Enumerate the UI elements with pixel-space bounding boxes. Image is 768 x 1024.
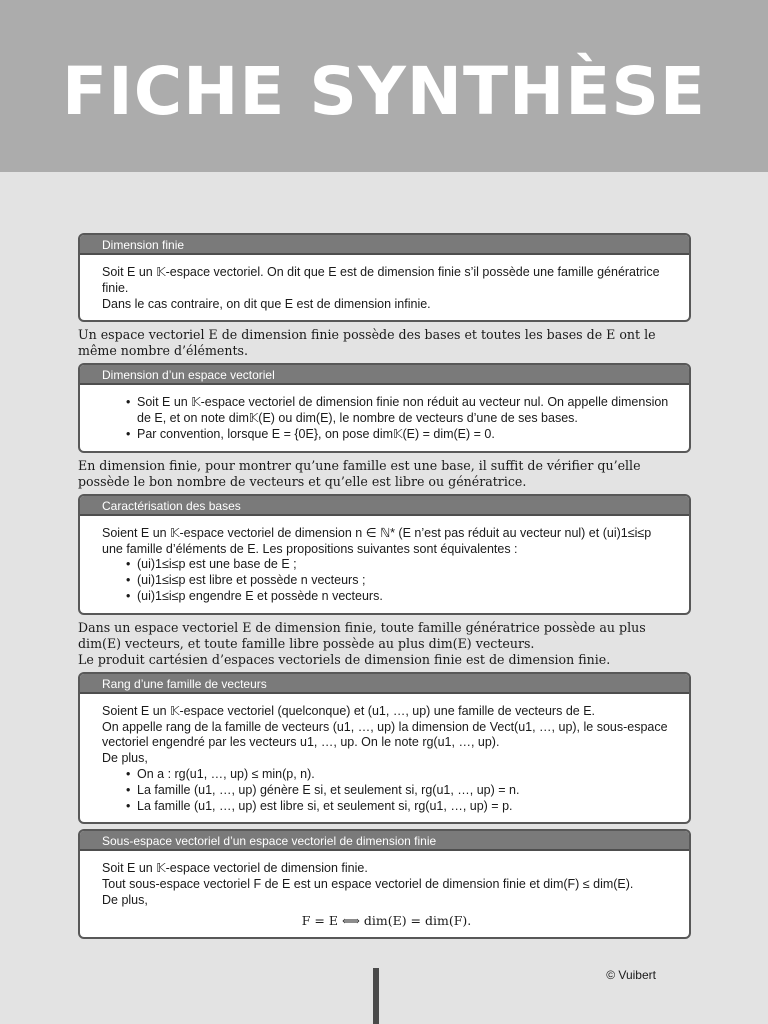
box-line: De plus,: [102, 751, 148, 766]
definition-box-dimension: [78, 363, 691, 452]
box-body: [80, 851, 689, 936]
paragraph-text: Le produit cartésien d’espaces vectoriels de dimension finie est de dimension finie.: [78, 651, 611, 667]
list-item: • (ui)1≤i≤p engendre E et possède n vecteurs.: [122, 589, 671, 605]
paragraph-text: Dans un espace vectoriel E de dimension finie, toute famille génératrice possède au plus dim(E) vecteurs, et toute famille libre possède au plus dim(E) vecteurs.: [78, 619, 646, 651]
list-item: • Soit E un 𝕂-espace vectoriel de dimension finie non réduit au vecteur nul. On appelle dimension de E, et on note dim𝕂(E) ou dim(E), le nombre de vecteurs d’une de ses bases.: [122, 395, 671, 427]
formula: F = E ⟺ dim(E) = dim(F).: [301, 912, 472, 928]
box-line: De plus,: [102, 892, 148, 907]
bullet-list: [102, 395, 671, 442]
list-item: • Par convention, lorsque E = {0E}, on pose dim𝕂(E) = dim(E) = 0.: [122, 427, 671, 443]
paragraph-text: En dimension finie, pour montrer qu’une famille est une base, il suffit de vérifier qu’elle possède le bon nombre de vecteurs et qu’elle est libre ou génératrice.: [78, 457, 641, 489]
page-header: [0, 0, 768, 172]
box-title: Dimension d’un espace vectoriel: [80, 365, 689, 385]
paragraph-families: [78, 620, 691, 668]
box-title: Rang d’une famille de vecteurs: [80, 674, 689, 694]
paragraph-base-check: [78, 458, 691, 490]
box-line: Tout sous-espace vectoriel F de E est un espace vectoriel de dimension finie et dim(F) ≤ dim(E).: [102, 877, 634, 892]
list-item: • (ui)1≤i≤p est une base de E ;: [122, 557, 671, 573]
page-title: FICHE SYNTHÈSE: [62, 53, 706, 130]
definition-box-dimension-finie: [78, 233, 691, 322]
box-title: Dimension finie: [80, 235, 689, 255]
list-item: • La famille (u1, …, up) génère E si, et seulement si, rg(u1, …, up) = n.: [122, 783, 671, 799]
theorem-box-sous-espace: [78, 829, 691, 938]
theorem-box-bases: [78, 494, 691, 615]
list-item: • (ui)1≤i≤p est libre et possède n vecteurs ;: [122, 573, 671, 589]
box-body: [80, 385, 689, 450]
list-item: • La famille (u1, …, up) est libre si, et seulement si, rg(u1, …, up) = p.: [122, 799, 671, 815]
box-line: Soit E un 𝕂-espace vectoriel de dimension finie.: [102, 861, 368, 876]
box-body: [80, 694, 689, 823]
box-line: Soient E un 𝕂-espace vectoriel de dimension n ∈ ℕ* (E n’est pas réduit au vecteur nul) et (ui)1≤i≤p une famille d’éléments de E. Les propositions suivantes sont équivalentes :: [102, 525, 652, 556]
box-line: Soit E un 𝕂-espace vectoriel. On dit que E est de dimension finie s’il possède une famille génératrice finie.: [102, 265, 660, 295]
box-line: Dans le cas contraire, on dit que E est de dimension infinie.: [102, 296, 431, 311]
box-body: [80, 255, 689, 320]
copyright: © Vuibert: [606, 968, 656, 982]
box-title: Sous-espace vectoriel d’un espace vectoriel de dimension finie: [80, 831, 689, 851]
box-line: On appelle rang de la famille de vecteurs (u1, …, up) la dimension de Vect(u1, …, up), le sous-espace vectoriel engendré par les vecteurs u1, …, up. On le note rg(u1, …, up).: [102, 719, 668, 750]
list-item: • On a : rg(u1, …, up) ≤ min(p, n).: [122, 767, 671, 783]
definition-box-rang: [78, 672, 691, 825]
box-body: [80, 516, 689, 613]
bullet-list: [102, 557, 671, 604]
bullet-list: [102, 767, 671, 814]
box-line: Soient E un 𝕂-espace vectoriel (quelconque) et (u1, …, up) une famille de vecteurs de E.: [102, 703, 596, 718]
footer-bar: [373, 968, 379, 1024]
paragraph-bases: [78, 327, 691, 359]
paragraph-text: Un espace vectoriel E de dimension finie possède des bases et toutes les bases de E ont le même nombre d’éléments.: [78, 327, 656, 359]
content-area: [78, 233, 691, 944]
box-title: Caractérisation des bases: [80, 496, 689, 516]
